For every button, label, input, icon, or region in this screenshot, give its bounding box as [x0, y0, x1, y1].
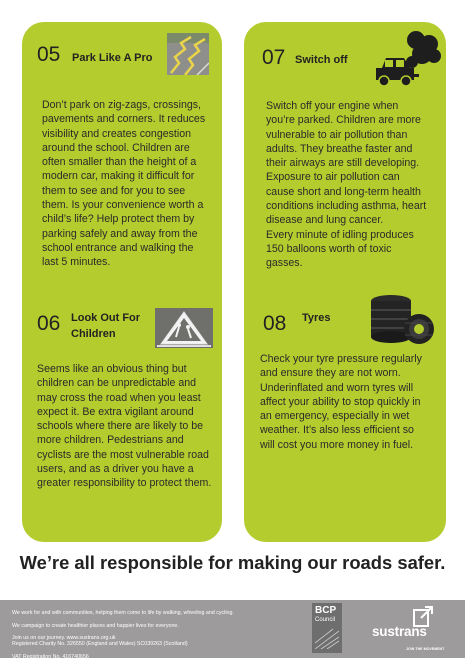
text-line: children can be unpredictable and	[37, 377, 197, 390]
text-line: pavements and corners. It reduces	[42, 113, 206, 126]
text-line: them. Is your convenience worth a	[42, 199, 204, 212]
text-line: gasses.	[266, 257, 303, 270]
text-line: child’s life? Help protect them by	[42, 213, 195, 226]
tyre-stack-photo	[369, 293, 435, 347]
text-line: their airways are still developing.	[266, 157, 420, 170]
car-exhaust-icon	[374, 28, 442, 90]
section-08-number: 08	[263, 312, 287, 335]
section-06-title-line: Look Out For	[71, 312, 141, 324]
card-right	[244, 22, 446, 542]
text-line: Switch off your engine when	[266, 100, 399, 112]
text-line: cause short and long-term health	[266, 185, 421, 198]
section-06-title-line: Children	[71, 328, 116, 340]
sustrans-name: sustrans	[372, 624, 427, 639]
section-08-title: Tyres	[302, 312, 331, 324]
text-line: modern car, making it difficult for	[42, 170, 195, 183]
text-line: Exposure to air pollution can	[266, 171, 400, 184]
footer-reg-line: Registered Charity No. 326550 (England and Wales) SC039263 (Scotland)	[12, 641, 188, 648]
section-07-title: Switch off	[295, 54, 348, 66]
footer-registration	[12, 636, 302, 666]
text-line: Every minute of idling produces	[266, 228, 414, 241]
section-05-text	[42, 98, 205, 270]
text-line: Don’t park on zig-zags, crossings,	[42, 99, 201, 111]
bcp-logo-sub: Council	[315, 617, 336, 623]
footer-reg-line: VAT Registration No. 416740656	[12, 653, 89, 660]
text-line: them to see and for you to see	[42, 184, 186, 197]
text-line: conditions including asthma, heart	[266, 200, 427, 213]
text-line: will cost you more money in fuel.	[260, 438, 414, 451]
footer-line: Join us on our journey. www.sustrans.org.uk	[12, 634, 116, 641]
text-line: last 5 minutes.	[42, 256, 111, 269]
text-line: Seems like an obvious thing but	[37, 363, 187, 375]
text-line: school entrance and walking the	[42, 241, 194, 254]
text-line: users, and as a driver you have a	[37, 463, 194, 476]
text-line: visibility and creates congestion	[42, 127, 191, 140]
text-line: may cross the road when you least	[37, 391, 201, 404]
section-05-number: 05	[37, 43, 61, 66]
text-line: and ensure they are not worn.	[260, 367, 401, 380]
bcp-council-logo	[312, 603, 342, 653]
text-line: schools where there are likely to be	[37, 420, 204, 433]
bcp-pattern-icon	[315, 627, 339, 649]
text-line: you’re parked. Children are more	[266, 114, 421, 127]
children-warning-sign-photo	[155, 308, 213, 348]
text-line: around the school. Children are	[42, 141, 190, 154]
text-line: an emergency, especially in wet	[260, 410, 410, 423]
text-line: vulnerable to air pollution than	[266, 128, 408, 141]
sustrans-logo	[372, 604, 458, 654]
footer-line: We work for and with communities, helping them come to life by walking, wheeling and cycling.	[12, 610, 234, 617]
section-05-title: Park Like A Pro	[72, 52, 153, 64]
slogan: We’re all responsible for making our roads safer.	[19, 552, 446, 573]
text-line: Underinflated and worn tyres will	[260, 381, 414, 394]
section-07-number: 07	[262, 46, 286, 69]
text-line: greater responsibility to protect them.	[37, 477, 212, 490]
text-line: disease and lung cancer.	[266, 214, 384, 227]
section-07-text	[266, 99, 426, 271]
text-line: affect your ability to stop quickly in	[260, 395, 421, 408]
text-line: parking safely and away from the	[42, 227, 198, 240]
section-06-text	[37, 362, 211, 491]
section-08-text	[260, 352, 422, 452]
zigzag-road-photo	[167, 33, 209, 75]
bcp-logo-name: BCP	[315, 605, 337, 616]
section-06-number: 06	[37, 312, 61, 335]
text-line: weather. It’s also less efficient so	[260, 424, 414, 437]
text-line: Check your tyre pressure regularly	[260, 353, 422, 365]
card-left	[22, 22, 222, 542]
sustrans-tagline: JOIN THE MOVEMENT	[406, 647, 445, 651]
footer-line: We campaign to create healthier places and happier lives for everyone.	[12, 622, 179, 629]
text-line: adults. They breathe faster and	[266, 142, 413, 155]
section-06-title	[71, 310, 140, 342]
footer	[0, 600, 465, 658]
text-line: expect it. Be extra vigilant around	[37, 405, 194, 418]
text-line: more children. Pedestrians and	[37, 434, 184, 447]
text-line: 150 balloons worth of toxic	[266, 242, 392, 255]
text-line: often smaller than the height of a	[42, 156, 197, 169]
text-line: cyclists are the most vulnerable road	[37, 448, 209, 461]
